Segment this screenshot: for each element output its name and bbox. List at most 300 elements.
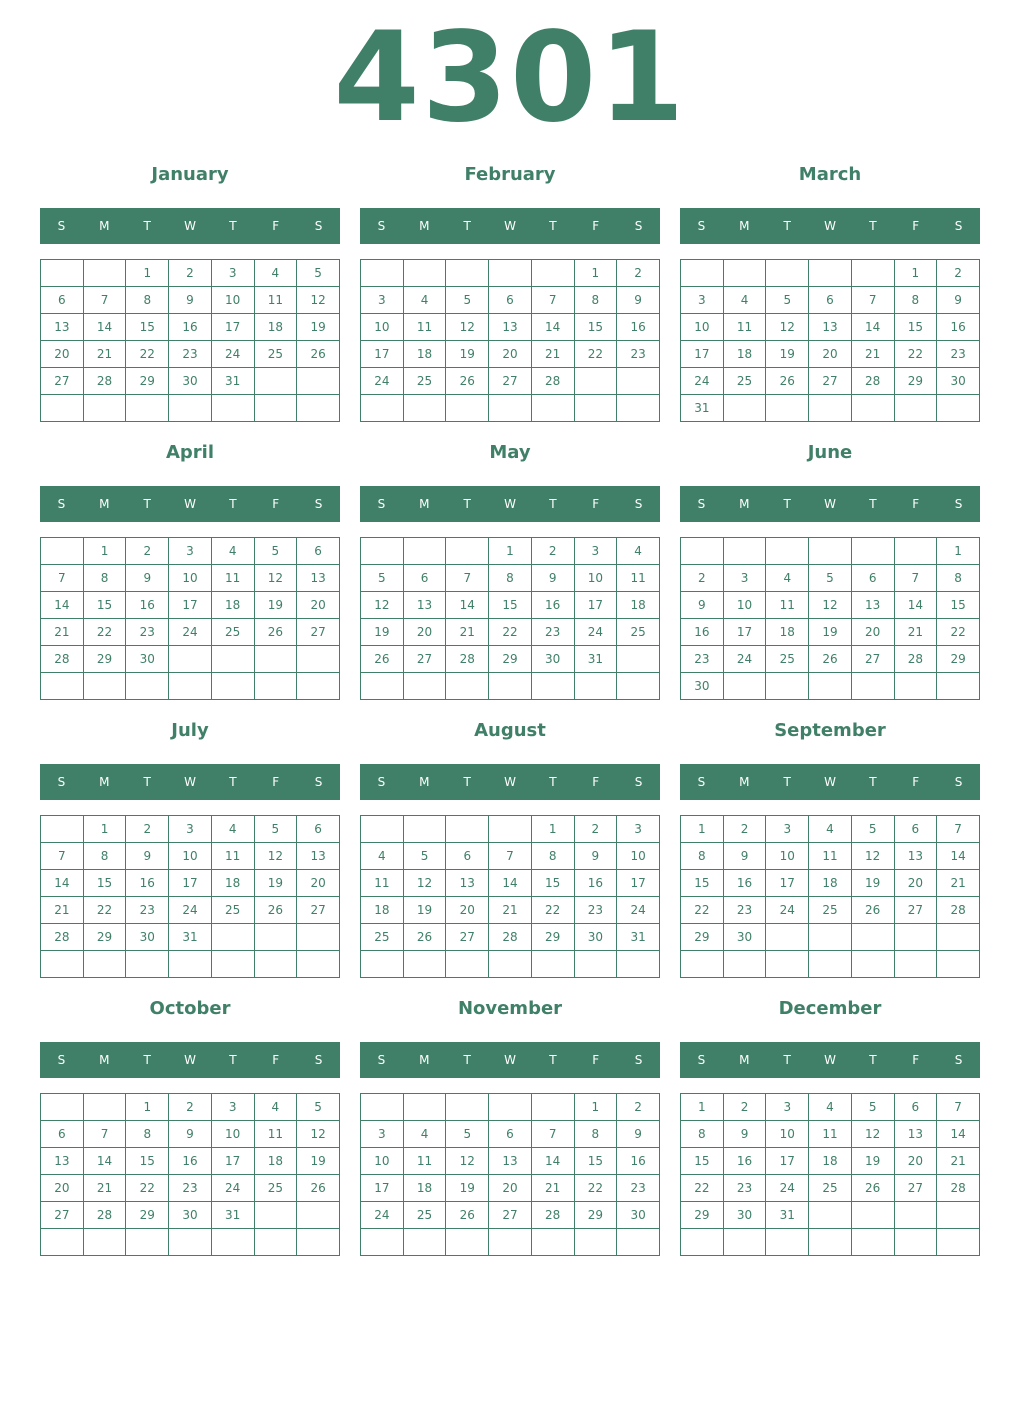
empty-day-cell [766,1229,809,1256]
empty-day-cell [297,1202,340,1229]
day-cell: 6 [297,816,340,843]
day-cell: 17 [169,870,212,897]
empty-day-cell [361,951,404,978]
day-cell: 30 [126,924,169,951]
month-name: February [464,164,556,185]
weekday-label: W [824,1053,836,1067]
empty-day-cell [723,673,766,700]
empty-day-cell [83,1229,126,1256]
empty-day-cell [446,395,489,422]
empty-day-cell [126,951,169,978]
weekday-label: M [99,219,110,233]
day-cell: 28 [83,1202,126,1229]
empty-day-cell [894,673,937,700]
day-cell: 10 [681,314,724,341]
day-cell: 10 [361,314,404,341]
week-row [681,592,980,619]
day-cell: 14 [446,592,489,619]
empty-day-cell [41,951,84,978]
empty-day-cell [83,395,126,422]
week-row [361,1094,660,1121]
day-cell: 9 [531,565,574,592]
week-row [681,1094,980,1121]
weekday-label: T [229,497,237,511]
day-cell: 24 [169,897,212,924]
day-cell: 27 [297,619,340,646]
day-cell: 22 [126,341,169,368]
day-cell: 23 [574,897,617,924]
weekday-label: M [419,1053,430,1067]
week-row [681,951,980,978]
day-cell: 17 [211,314,254,341]
week-row [681,341,980,368]
day-cell: 31 [574,646,617,673]
day-cell: 27 [297,897,340,924]
day-cell: 12 [809,592,852,619]
day-cell: 20 [809,341,852,368]
day-cell: 15 [574,314,617,341]
empty-day-cell [809,924,852,951]
day-cell: 8 [126,1121,169,1148]
day-cell: 22 [83,897,126,924]
weekday-header [40,208,340,244]
day-cell: 25 [254,341,297,368]
day-cell: 26 [361,646,404,673]
day-cell: 10 [211,1121,254,1148]
day-cell: 27 [851,646,894,673]
empty-day-cell [851,395,894,422]
day-cell: 9 [723,843,766,870]
weekday-header [680,1042,980,1078]
day-cell: 13 [41,314,84,341]
week-row [361,538,660,565]
empty-day-cell [809,1229,852,1256]
empty-day-cell [169,951,212,978]
empty-day-cell [403,395,446,422]
day-cell: 12 [297,1121,340,1148]
week-row [361,287,660,314]
day-cell: 28 [489,924,532,951]
month-name: December [778,998,882,1019]
empty-day-cell [126,673,169,700]
empty-day-cell [254,646,297,673]
weekday-label: S [377,497,386,511]
week-row [361,1202,660,1229]
day-cell: 5 [297,1094,340,1121]
day-cell: 27 [41,368,84,395]
empty-day-cell [489,260,532,287]
weekday-label: S [377,1053,386,1067]
weekday-label: T [229,775,237,789]
empty-day-cell [531,260,574,287]
day-cell: 14 [531,314,574,341]
week-row [361,368,660,395]
empty-day-cell [254,1202,297,1229]
day-cell: 30 [723,1202,766,1229]
day-cell: 28 [41,646,84,673]
weekday-label: W [504,775,516,789]
day-cell: 25 [211,619,254,646]
empty-day-cell [403,816,446,843]
empty-day-cell [851,1229,894,1256]
weekday-label: F [592,497,600,511]
weekday-header [680,764,980,800]
day-cell: 7 [894,565,937,592]
empty-day-cell [766,924,809,951]
day-cell: 22 [681,897,724,924]
empty-day-cell [681,951,724,978]
day-cell: 13 [851,592,894,619]
day-cell: 24 [211,1175,254,1202]
empty-day-cell [894,924,937,951]
week-row [41,1148,340,1175]
empty-day-cell [361,1229,404,1256]
day-cell: 24 [361,368,404,395]
week-row [681,1175,980,1202]
month-name: April [165,442,215,463]
empty-day-cell [937,395,980,422]
empty-day-cell [446,538,489,565]
day-grid [680,259,980,422]
day-cell: 8 [126,287,169,314]
day-cell: 2 [574,816,617,843]
day-cell: 10 [211,287,254,314]
month-name: August [474,720,546,741]
empty-day-cell [809,260,852,287]
day-cell: 19 [297,314,340,341]
day-cell: 7 [41,843,84,870]
day-cell: 28 [531,1202,574,1229]
day-cell: 27 [894,1175,937,1202]
empty-day-cell [83,260,126,287]
week-row [361,870,660,897]
day-cell: 4 [617,538,660,565]
weekday-label: T [783,1053,791,1067]
empty-day-cell [851,538,894,565]
day-grid [360,259,660,422]
year-title: 4301 [333,6,687,150]
day-cell: 1 [937,538,980,565]
weekday-label: W [504,497,516,511]
weekday-label: F [272,1053,280,1067]
weekday-label: F [272,775,280,789]
day-cell: 14 [937,843,980,870]
day-cell: 21 [937,870,980,897]
month-name: October [149,998,231,1019]
weekday-header [360,486,660,522]
day-cell: 22 [126,1175,169,1202]
day-cell: 20 [41,341,84,368]
weekday-label: F [592,219,600,233]
day-cell: 4 [211,816,254,843]
week-row [41,1175,340,1202]
day-cell: 14 [937,1121,980,1148]
week-row [361,314,660,341]
empty-day-cell [126,1229,169,1256]
empty-day-cell [766,395,809,422]
empty-day-cell [361,260,404,287]
weekday-label: S [954,219,963,233]
day-cell: 14 [83,1148,126,1175]
day-cell: 8 [937,565,980,592]
empty-day-cell [41,1094,84,1121]
day-cell: 9 [617,287,660,314]
day-cell: 8 [489,565,532,592]
weekday-label: W [504,219,516,233]
day-cell: 28 [937,897,980,924]
weekday-label: F [912,497,920,511]
weekday-label: S [697,775,706,789]
day-cell: 6 [809,287,852,314]
weekday-label: M [99,1053,110,1067]
empty-day-cell [723,260,766,287]
weekday-label: F [912,1053,920,1067]
empty-day-cell [894,1229,937,1256]
day-cell: 3 [169,538,212,565]
day-cell: 11 [809,1121,852,1148]
empty-day-cell [937,673,980,700]
day-cell: 18 [211,592,254,619]
day-cell: 19 [766,341,809,368]
day-cell: 1 [489,538,532,565]
day-cell: 2 [681,565,724,592]
empty-day-cell [169,1229,212,1256]
week-row [361,1148,660,1175]
empty-day-cell [617,673,660,700]
empty-day-cell [489,1229,532,1256]
empty-day-cell [361,395,404,422]
day-cell: 31 [211,1202,254,1229]
day-cell: 7 [531,287,574,314]
week-row [361,1175,660,1202]
weekday-label: T [869,497,877,511]
day-cell: 9 [937,287,980,314]
day-cell: 20 [297,592,340,619]
day-cell: 3 [681,287,724,314]
day-cell: 30 [617,1202,660,1229]
day-cell: 11 [361,870,404,897]
day-cell: 17 [723,619,766,646]
day-cell: 1 [531,816,574,843]
day-cell: 24 [766,897,809,924]
day-cell: 5 [809,565,852,592]
day-cell: 26 [446,368,489,395]
week-row [361,592,660,619]
weekday-label: S [697,1053,706,1067]
day-cell: 14 [489,870,532,897]
day-cell: 19 [254,592,297,619]
day-cell: 1 [126,1094,169,1121]
week-row [361,924,660,951]
weekday-label: T [143,775,151,789]
day-cell: 2 [617,260,660,287]
week-row [41,897,340,924]
week-row [681,314,980,341]
day-cell: 17 [766,870,809,897]
day-cell: 3 [766,1094,809,1121]
day-cell: 24 [723,646,766,673]
weekday-label: T [463,1053,471,1067]
empty-day-cell [809,538,852,565]
weekday-label: M [419,497,430,511]
day-cell: 20 [894,1148,937,1175]
day-cell: 10 [766,1121,809,1148]
empty-day-cell [169,395,212,422]
day-cell: 4 [809,1094,852,1121]
empty-day-cell [766,260,809,287]
day-cell: 11 [211,565,254,592]
day-cell: 16 [681,619,724,646]
day-cell: 30 [681,673,724,700]
empty-day-cell [126,395,169,422]
day-cell: 7 [446,565,489,592]
empty-day-cell [894,538,937,565]
weekday-label: F [912,219,920,233]
day-cell: 16 [169,1148,212,1175]
day-cell: 2 [169,1094,212,1121]
empty-day-cell [766,673,809,700]
day-cell: 31 [169,924,212,951]
empty-day-cell [403,1094,446,1121]
day-cell: 31 [617,924,660,951]
day-cell: 8 [531,843,574,870]
day-cell: 30 [531,646,574,673]
weekday-label: W [504,1053,516,1067]
weekday-label: T [143,219,151,233]
day-cell: 21 [851,341,894,368]
weekday-label: S [314,1053,323,1067]
empty-day-cell [531,1094,574,1121]
day-cell: 3 [574,538,617,565]
empty-day-cell [361,673,404,700]
day-cell: 22 [574,341,617,368]
day-cell: 2 [723,816,766,843]
day-grid [360,815,660,978]
day-cell: 19 [809,619,852,646]
day-cell: 29 [574,1202,617,1229]
empty-day-cell [297,368,340,395]
week-row [681,619,980,646]
week-row [41,1094,340,1121]
day-cell: 30 [169,368,212,395]
day-cell: 17 [617,870,660,897]
day-cell: 31 [681,395,724,422]
day-cell: 10 [169,565,212,592]
empty-day-cell [809,395,852,422]
day-cell: 5 [766,287,809,314]
day-cell: 30 [169,1202,212,1229]
day-cell: 8 [574,1121,617,1148]
day-cell: 28 [894,646,937,673]
day-cell: 16 [169,314,212,341]
day-cell: 22 [894,341,937,368]
day-cell: 6 [489,1121,532,1148]
empty-day-cell [254,673,297,700]
day-cell: 13 [894,843,937,870]
day-cell: 3 [169,816,212,843]
weekday-header [360,764,660,800]
week-row [681,673,980,700]
day-cell: 9 [574,843,617,870]
day-cell: 4 [254,1094,297,1121]
weekday-label: S [57,1053,66,1067]
day-cell: 15 [681,1148,724,1175]
day-cell: 24 [211,341,254,368]
weekday-label: T [229,219,237,233]
empty-day-cell [894,951,937,978]
day-cell: 21 [531,341,574,368]
day-cell: 29 [681,1202,724,1229]
day-cell: 20 [851,619,894,646]
day-cell: 15 [894,314,937,341]
empty-day-cell [403,1229,446,1256]
day-cell: 11 [403,314,446,341]
day-cell: 28 [41,924,84,951]
day-cell: 1 [126,260,169,287]
day-cell: 20 [41,1175,84,1202]
day-cell: 12 [766,314,809,341]
day-cell: 28 [531,368,574,395]
day-cell: 4 [809,816,852,843]
empty-day-cell [361,1094,404,1121]
day-cell: 30 [723,924,766,951]
weekday-label: S [954,497,963,511]
day-cell: 24 [169,619,212,646]
day-cell: 22 [574,1175,617,1202]
day-cell: 18 [254,314,297,341]
day-cell: 16 [723,870,766,897]
empty-day-cell [446,260,489,287]
day-cell: 24 [681,368,724,395]
day-cell: 13 [297,843,340,870]
day-cell: 26 [446,1202,489,1229]
day-cell: 3 [766,816,809,843]
day-grid [40,537,340,700]
empty-day-cell [254,395,297,422]
day-cell: 10 [361,1148,404,1175]
empty-day-cell [574,951,617,978]
day-cell: 17 [169,592,212,619]
empty-day-cell [211,395,254,422]
week-row [681,287,980,314]
empty-day-cell [851,260,894,287]
empty-day-cell [297,673,340,700]
day-cell: 8 [681,843,724,870]
day-cell: 29 [681,924,724,951]
day-cell: 23 [681,646,724,673]
day-cell: 18 [766,619,809,646]
empty-day-cell [531,1229,574,1256]
weekday-label: F [272,219,280,233]
day-cell: 27 [489,368,532,395]
day-cell: 2 [126,538,169,565]
day-cell: 19 [361,619,404,646]
empty-day-cell [617,951,660,978]
empty-day-cell [723,538,766,565]
empty-day-cell [489,673,532,700]
day-cell: 1 [681,1094,724,1121]
day-cell: 14 [83,314,126,341]
day-cell: 24 [766,1175,809,1202]
day-cell: 1 [574,1094,617,1121]
day-cell: 13 [894,1121,937,1148]
empty-day-cell [681,1229,724,1256]
weekday-header [40,1042,340,1078]
empty-day-cell [41,1229,84,1256]
empty-day-cell [489,951,532,978]
day-cell: 4 [723,287,766,314]
day-cell: 4 [403,287,446,314]
